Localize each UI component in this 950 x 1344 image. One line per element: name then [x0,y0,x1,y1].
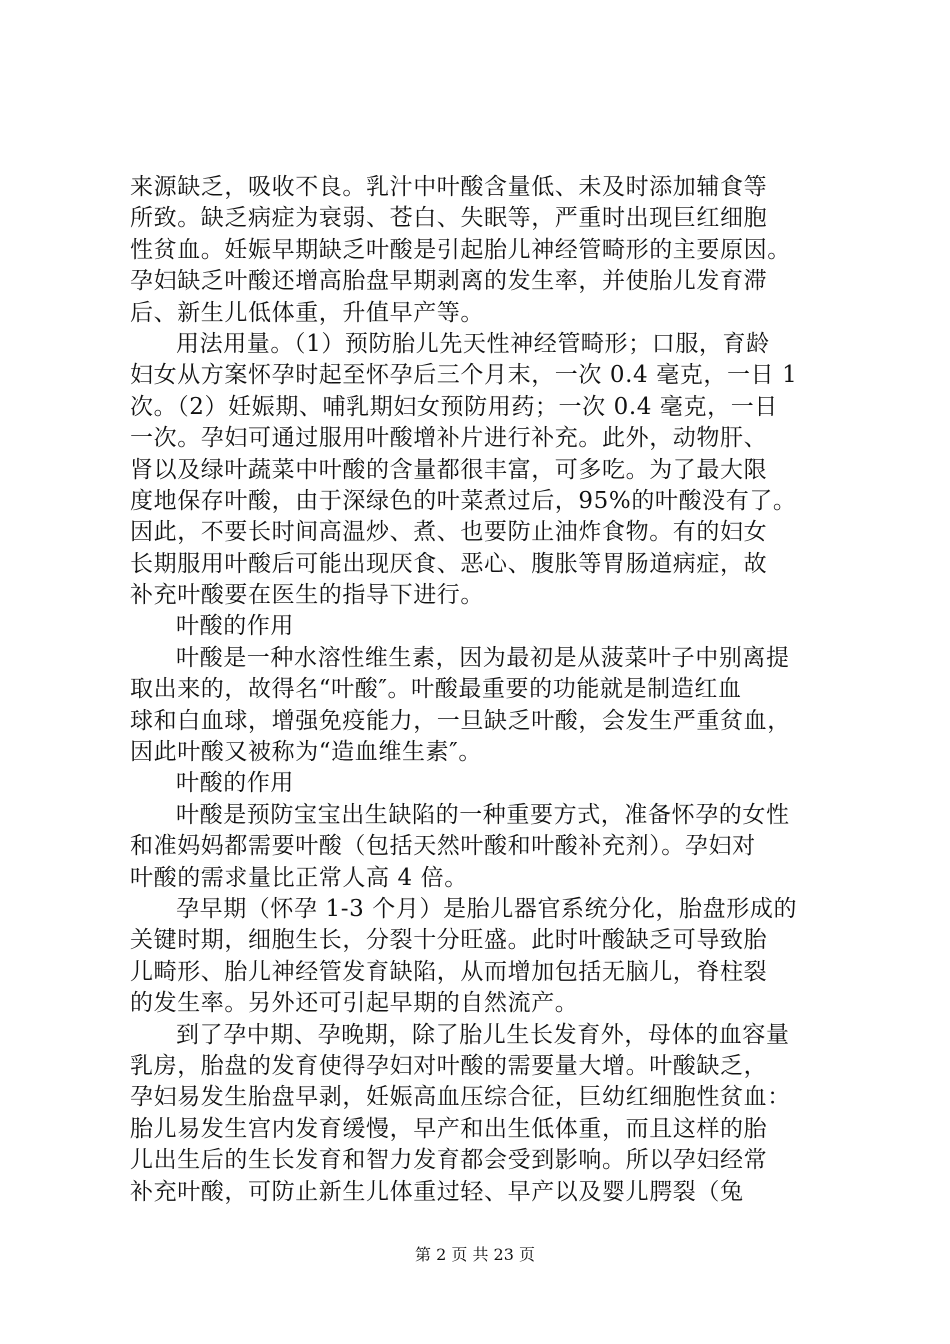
text-line: 孕早期（怀孕 1-3 个月）是胎儿器官系统分化，胎盘形成的 [176,895,798,922]
text-line: 性贫血。妊娠早期缺乏叶酸是引起胎儿神经管畸形的主要原因。 [130,236,791,263]
text-line: 叶酸的需求量比正常人高 4 倍。 [130,864,468,891]
text-line: 补充叶酸要在医生的指导下进行。 [130,582,484,609]
text-line: 儿出生后的生长发育和智力发育都会受到影响。所以孕妇经常 [130,1147,768,1174]
text-line: 叶酸是一种水溶性维生素，因为最初是从菠菜叶子中别离提 [176,644,790,671]
document-body [130,172,830,1208]
text-line: 用法用量。（1）预防胎儿先天性神经管畸形；口服，育龄 [176,330,770,357]
text-line: 妇女从方案怀孕时起至怀孕后三个月末，一次 0.4 毫克，一日 1 [130,362,798,389]
text-line: 到了孕中期、孕晚期，除了胎儿生长发育外，母体的血容量 [176,1021,790,1048]
text-line: 孕妇缺乏叶酸还增高胎盘早期剥离的发生率，并使胎儿发育滞 [130,268,768,295]
text-line: 因此叶酸又被称为“造血维生素″。 [130,739,482,766]
page-footer: 第 2 页 共 23 页 [415,1245,535,1264]
text-line: 儿畸形、胎儿神经管发育缺陷，从而增加包括无脑儿，脊柱裂 [130,958,768,985]
text-line: 一次。孕妇可通过服用叶酸增补片进行补充。此外，动物肝、 [130,425,768,452]
text-line: 叶酸是预防宝宝出生缺陷的一种重要方式，准备怀孕的女性 [176,801,790,828]
text-line: 因此，不要长时间高温炒、煮、也要防止油炸食物。有的妇女 [130,519,768,546]
text-line: 关键时期，细胞生长，分裂十分旺盛。此时叶酸缺乏可导致胎 [130,927,768,954]
text-line: 的发生率。另外还可引起早期的自然流产。 [130,990,579,1017]
text-line: 次。（2）妊娠期、哺乳期妇女预防用药；一次 0.4 毫克，一日 [130,393,778,420]
text-line: 所致。缺乏病症为衰弱、苍白、失眠等，严重时出现巨红细胞 [130,205,768,232]
text-line: 叶酸的作用 [176,613,294,640]
text-line: 和准妈妈都需要叶酸（包括天然叶酸和叶酸补充剂）。孕妇对 [130,833,756,860]
text-line: 叶酸的作用 [176,770,294,797]
text-line: 后、新生儿低体重，升值早产等。 [130,299,484,326]
text-line: 球和白血球，增强免疫能力，一旦缺乏叶酸，会发生严重贫血， [130,707,791,734]
text-line: 取出来的，故得名“叶酸″。叶酸最重要的功能就是制造红血 [130,676,742,703]
text-line: 度地保存叶酸，由于深绿色的叶菜煮过后，95%的叶酸没有了。 [130,487,797,514]
text-line: 来源缺乏，吸收不良。乳汁中叶酸含量低、未及时添加辅食等 [130,174,768,200]
text-line: 乳房，胎盘的发育使得孕妇对叶酸的需要量大增。叶酸缺乏， [130,1052,768,1079]
text-line: 补充叶酸，可防止新生儿体重过轻、早产以及婴儿腭裂（兔 [130,1178,744,1205]
text-line: 长期服用叶酸后可能出现厌食、恶心、腹胀等胃肠道病症，故 [130,550,768,577]
text-line: 胎儿易发生宫内发育缓慢，早产和出生低体重，而且这样的胎 [130,1115,768,1142]
text-line: 肾以及绿叶蔬菜中叶酸的含量都很丰富，可多吃。为了最大限 [130,456,768,483]
text-line: 孕妇易发生胎盘早剥，妊娠高血压综合征，巨幼红细胞性贫血： [130,1084,791,1111]
